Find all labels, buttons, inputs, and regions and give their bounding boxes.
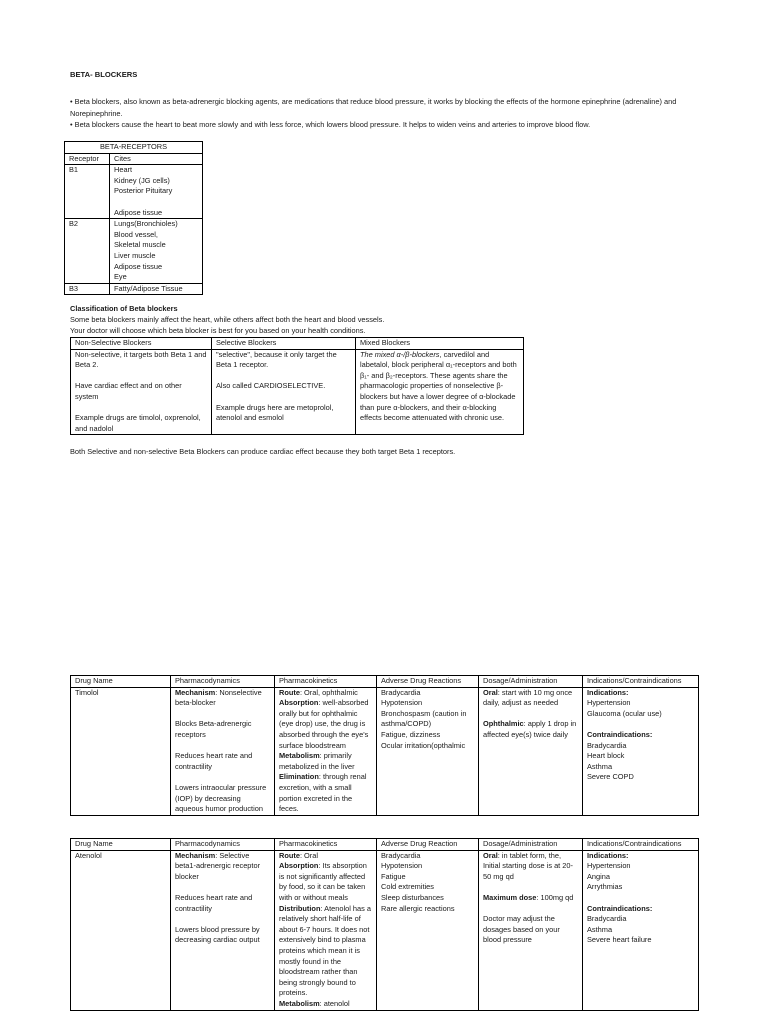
oral-text: : in tablet form, the, Initial starting dose is at 20-50 mg qd	[483, 850, 573, 881]
col-header-pharmacokinetics: Pharmacokinetics	[275, 676, 377, 688]
site-item: Fatty/Adipose Tissue	[114, 283, 183, 293]
pharmacokinetics-cell	[275, 850, 377, 1010]
indication-item: Arrythmias	[587, 882, 623, 892]
indications-label: Indications:	[587, 687, 629, 697]
col-header-pharmacodynamics: Pharmacodynamics	[171, 839, 275, 851]
route-text: : Oral	[299, 850, 319, 860]
col-header-dosage: Dosage/Administration	[479, 839, 583, 851]
site-item: Lungs(Bronchioles)	[114, 219, 178, 229]
metabolism-text: : atenolol	[319, 998, 350, 1008]
max-dose-text: : 100mg qd	[536, 892, 574, 902]
cell-text: Have cardiac effect and on other system	[75, 381, 182, 401]
pharmacodynamics-cell	[171, 687, 275, 815]
route-text: : Oral, ophthalmic	[299, 687, 358, 697]
adr-item: Ocular irritation(opthalmic	[381, 740, 466, 750]
mechanism-text: : Nonselective beta-blocker	[175, 687, 262, 708]
cell-text: Also called CARDIOSELECTIVE.	[216, 381, 326, 391]
absorption-label: Absorption	[279, 861, 319, 871]
col-header-indications: Indications/Contraindications	[583, 839, 699, 851]
site-item: Blood vessel,	[114, 229, 158, 239]
elimination-text: : through renal excretion, with a small portion excreted in the feces.	[279, 772, 367, 814]
indications-cell	[583, 850, 699, 1010]
col-header-drug-name: Drug Name	[71, 676, 171, 688]
col-header-drug-name: Drug Name	[71, 839, 171, 851]
ophthalmic-text: : apply 1 drop in affected eye(s) twice daily	[483, 719, 577, 739]
mixed-text: , carvedilol and labetalol, block peripheral α₁-receptors and both β₁- and β₂-receptors. These agents share the pharmacologic properties of nonselective β-blockers but have a lower degree of α-blockade than pure α-blockers, and their α-blocking effects become attenuated with chronic use.	[360, 349, 517, 423]
metabolism-label: Metabolism	[279, 998, 320, 1008]
dosage-cell	[479, 687, 583, 815]
document-title: BETA- BLOCKERS	[70, 70, 138, 79]
mechanism-label: Mechanism	[175, 687, 216, 697]
max-dose-label: Maximum dose	[483, 892, 537, 902]
classification-line-1: Some beta blockers mainly affect the heart, while others affect both the heart and blood vessels.	[70, 315, 385, 324]
header-mixed: Mixed Blockers	[356, 338, 524, 350]
adr-item: Fatigue	[381, 871, 406, 881]
adr-item: Hypotension	[381, 698, 423, 708]
mechanism-text: : Selective beta1-adrenergic receptor blocker	[175, 850, 261, 881]
dosage-adjust-text: Doctor may adjust the dosages based on your blood pressure	[483, 914, 560, 945]
pharmacodynamics-cell	[171, 850, 275, 1010]
metabolism-label: Metabolism	[279, 751, 320, 761]
classification-line-2: Your doctor will choose which beta blocker is best for you based on your health conditions.	[70, 326, 366, 335]
selective-cell	[212, 349, 356, 435]
distribution-text: : Atenolol has a relatively short half-life of about 6-7 hours. It does not extensively bind to plasma proteins which mean it is mostly found in the bloodstream rather than being strongly bound to proteins.	[279, 903, 372, 998]
oral-label: Oral	[483, 687, 498, 697]
pd-text: Blocks Beta-adrenergic receptors	[175, 719, 252, 739]
intro-paragraph-1: • Beta blockers, also known as beta-adrenergic blocking agents, are medications that reduce blood pressure, it works by blocking the effects of the hormone epinephrine (adrenaline) and Norepinephrine.	[70, 97, 677, 118]
receptors-header-sites: Cites	[110, 153, 203, 165]
table-row	[65, 283, 203, 295]
absorption-text: : Its absorption is not significantly affected by food, so it can be taken with or without meals	[279, 861, 367, 902]
distribution-label: Distribution	[279, 903, 321, 913]
ophthalmic-label: Ophthalmic	[483, 719, 524, 729]
adr-item: Fatigue, dizziness	[381, 729, 441, 739]
route-label: Route	[279, 687, 300, 697]
indication-item: Hypertension	[587, 698, 631, 708]
receptor-b3-label: B3	[65, 283, 110, 295]
pharmacokinetics-cell	[275, 687, 377, 815]
col-header-indications: Indications/Contraindications	[583, 676, 699, 688]
indication-item: Glaucoma (ocular use)	[587, 708, 662, 718]
cell-text: "selective", because it only target the Beta 1 receptor.	[216, 349, 337, 370]
contraindications-label: Contraindications:	[587, 729, 653, 739]
mixed-italic-text: The mixed α-/β-blockers	[360, 349, 440, 359]
receptor-b2-sites	[110, 219, 203, 284]
site-item: Kidney (JG cells)	[114, 175, 170, 185]
beta-receptors-table	[64, 141, 203, 295]
col-header-pharmacodynamics: Pharmacodynamics	[171, 676, 275, 688]
receptors-table-title: BETA-RECEPTORS	[65, 142, 203, 154]
indications-label: Indications:	[587, 850, 629, 860]
classification-footnote: Both Selective and non-selective Beta Blockers can produce cardiac effect because they both target Beta 1 receptors.	[70, 447, 456, 456]
indications-cell	[583, 687, 699, 815]
adr-item: Cold extremities	[381, 882, 434, 892]
receptor-b2-label: B2	[65, 219, 110, 284]
contraindication-item: Bradycardia	[587, 914, 627, 924]
classification-table	[70, 337, 524, 435]
table-row	[65, 165, 203, 219]
site-item: Posterior Pituitary	[114, 186, 173, 196]
site-item: Heart	[114, 165, 133, 175]
site-item: Adipose tissue	[114, 261, 163, 271]
col-header-adverse-reactions: Adverse Drug Reactions	[377, 676, 479, 688]
pd-text: Lowers blood pressure by decreasing cardiac output	[175, 924, 260, 945]
site-item: Liver muscle	[114, 250, 156, 260]
nonselective-cell	[71, 349, 212, 435]
col-header-pharmacokinetics: Pharmacokinetics	[275, 839, 377, 851]
table-row	[71, 687, 699, 815]
header-selective: Selective Blockers	[212, 338, 356, 350]
contraindication-item: Severe heart failure	[587, 935, 652, 945]
pd-text: Reduces heart rate and contractility	[175, 892, 253, 913]
route-label: Route	[279, 850, 300, 860]
absorption-text: : well-absorbed orally but for ophthalmic (eye drop) use, the drug is absorbed through the eye's surface bloodstream	[279, 698, 369, 750]
adverse-reactions-cell	[377, 850, 479, 1010]
cell-text: Non-selective, it targets both Beta 1 and Beta 2.	[75, 349, 207, 370]
contraindication-item: Asthma	[587, 761, 613, 771]
header-nonselective: Non-Selective Blockers	[71, 338, 212, 350]
receptor-b1-label: B1	[65, 165, 110, 219]
mechanism-label: Mechanism	[175, 850, 216, 860]
adr-item: Hypotension	[381, 861, 423, 871]
receptor-b1-sites	[110, 165, 203, 219]
dosage-cell	[479, 850, 583, 1010]
col-header-dosage: Dosage/Administration	[479, 676, 583, 688]
drug-name: Timolol	[71, 687, 171, 815]
table-row	[71, 349, 524, 435]
receptors-header-receptor: Receptor	[65, 153, 110, 165]
indication-item: Angina	[587, 871, 611, 881]
drug-name: Atenolol	[71, 850, 171, 1010]
oral-text: : start with 10 mg once daily, adjust as needed	[483, 687, 573, 708]
site-item: Eye	[114, 272, 127, 282]
timolol-table	[70, 675, 699, 816]
cell-text: Example drugs are timolol, oxprenolol, and nadolol	[75, 413, 201, 433]
adr-item: Bradycardia	[381, 850, 421, 860]
contraindication-item: Asthma	[587, 924, 613, 934]
absorption-label: Absorption	[279, 698, 319, 708]
classification-heading: Classification of Beta blockers	[70, 304, 178, 313]
contraindication-item: Severe COPD	[587, 772, 634, 782]
adr-item: Bronchospasm (caution in asthma/COPD)	[381, 708, 467, 729]
mixed-cell	[356, 349, 524, 435]
pd-text: Lowers intraocular pressure (IOP) by decreasing aqueous humor production	[175, 782, 267, 814]
site-item	[114, 197, 198, 208]
oral-label: Oral	[483, 850, 498, 860]
adr-item: Rare allergic reactions	[381, 903, 455, 913]
adr-item: Sleep disturbances	[381, 892, 444, 902]
contraindications-label: Contraindications:	[587, 903, 653, 913]
receptor-b3-sites	[110, 283, 203, 295]
contraindication-item: Heart block	[587, 751, 625, 761]
adverse-reactions-cell	[377, 687, 479, 815]
contraindication-item: Bradycardia	[587, 740, 627, 750]
table-row	[71, 850, 699, 1010]
metabolism-text: : primarily metabolized in the liver	[279, 751, 355, 771]
table-row	[65, 219, 203, 284]
site-item: Skeletal muscle	[114, 240, 166, 250]
atenolol-table	[70, 838, 699, 1011]
indication-item: Hypertension	[587, 861, 631, 871]
elimination-label: Elimination	[279, 772, 319, 782]
site-item: Adipose tissue	[114, 207, 163, 217]
pd-text: Reduces heart rate and contractility	[175, 751, 253, 771]
adr-item: Bradycardia	[381, 687, 421, 697]
cell-text: Example drugs here are metoprolol, atenolol and esmolol	[216, 402, 334, 423]
intro-paragraph-2: • Beta blockers cause the heart to beat more slowly and with less force, which lowers blood pressure. It helps to widen veins and arteries to improve blood flow.	[70, 120, 591, 129]
col-header-adverse-reactions: Adverse Drug Reaction	[377, 839, 479, 851]
